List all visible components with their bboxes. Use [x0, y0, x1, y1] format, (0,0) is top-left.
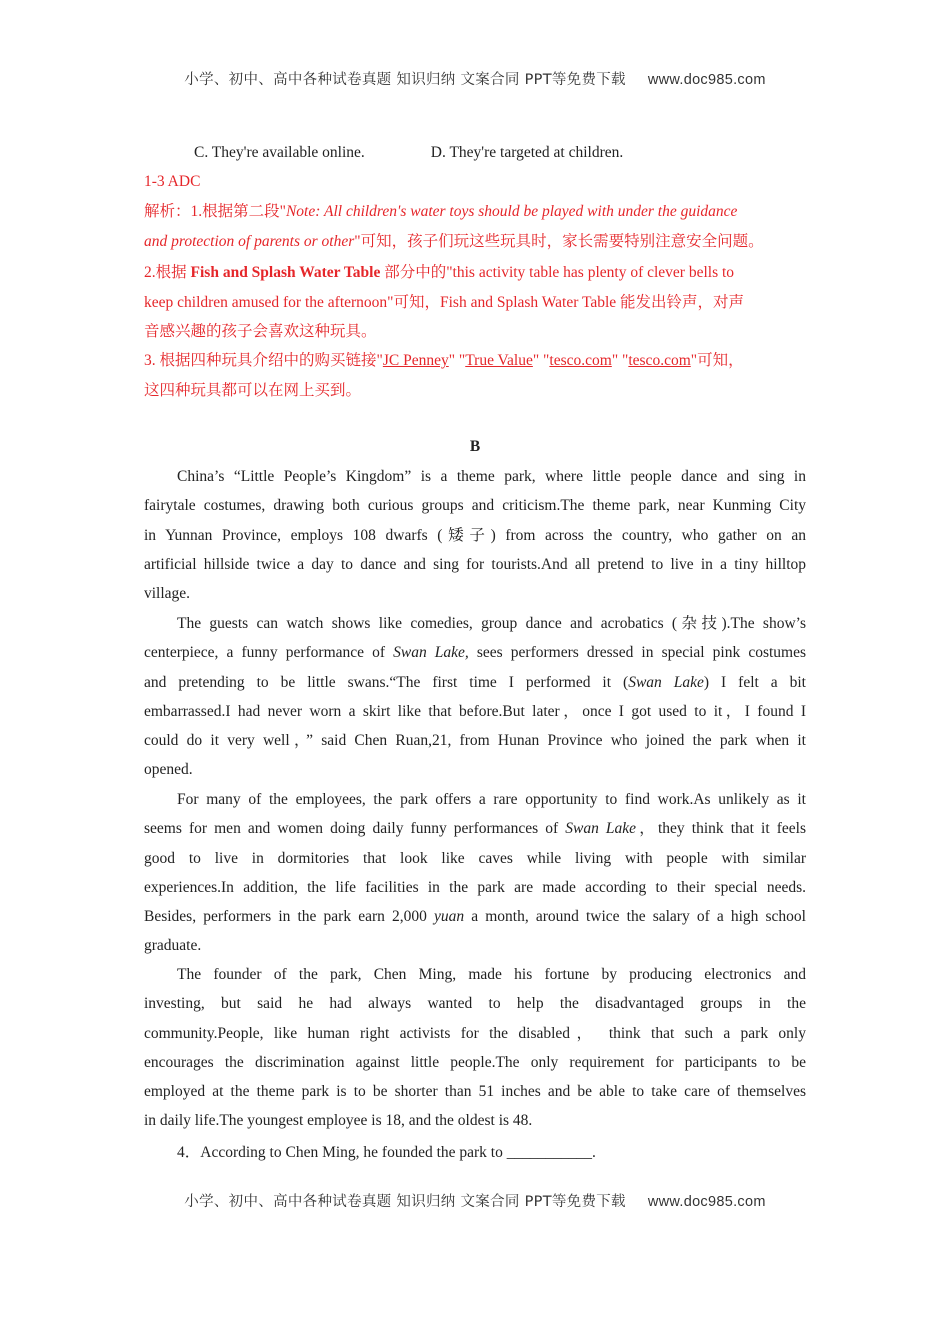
- analysis-line-4: keep children amused for the afternoon"可知，Fish and Splash Water Table 能发出铃声，对声: [144, 294, 745, 311]
- paragraph-line: embarrassed.I had never worn a skirt like that before.But later，once I got used to it，I found I: [144, 702, 806, 720]
- paragraph-line: community.People, like human right activists for the disabled， think that such a park only: [144, 1024, 806, 1042]
- paragraph-line: seems for men and women doing daily funny performances of Swan Lake，they think that it feels: [144, 820, 806, 838]
- analysis-line-7: 这四种玩具都可以在网上买到。: [144, 382, 362, 399]
- analysis-text: 部分中的"this activity table has plenty of clever bells to: [380, 264, 735, 281]
- paragraph-line: For many of the employees, the park offers a rare opportunity to find work.As unlikely as it: [177, 791, 806, 808]
- page-header: [0, 68, 950, 89]
- analysis-line-1: [144, 202, 737, 222]
- answer-key: 1-3 ADC: [144, 173, 201, 190]
- link-jc-penney[interactable]: JC Penney: [382, 352, 449, 369]
- analysis-quote: Note: All children's water toys should be played with under the guidance: [285, 203, 738, 220]
- paragraph-line: artificial hillside twice a day to dance and sing for tourists.And all pretend to live in a tiny hilltop: [144, 555, 806, 573]
- analysis-line-6: 3. 根据四种玩具介绍中的购买链接"JC Penney" "True Value" "tesco.com" "tesco.com"可知，: [144, 352, 744, 369]
- link-tesco-1[interactable]: tesco.com: [549, 352, 612, 369]
- paragraph-line: The guests can watch shows like comedies, group dance and acrobatics (杂技).The show’s: [177, 615, 806, 632]
- paragraph-line: investing, but said he had always wanted to help the disadvantaged groups in the: [144, 995, 806, 1013]
- paragraph-line: could do it very well，” said Chen Ruan,21, from Hunan Province who joined the park when it: [144, 732, 806, 750]
- header-url[interactable]: www.doc985.com: [647, 72, 766, 88]
- section-title: B: [469, 438, 481, 455]
- analysis-quote: and protection of parents or other: [144, 233, 355, 250]
- paragraph-line: village.: [144, 585, 191, 603]
- analysis-text: 2.根据: [144, 264, 191, 281]
- analysis-line-2: [144, 232, 764, 252]
- footer-url[interactable]: www.doc985.com: [647, 1194, 766, 1210]
- paragraph-line: fairytale costumes, drawing both curious groups and criticism.The theme park, near Kunming City: [144, 497, 806, 515]
- paragraph-line: experiences.In addition, the life facilities in the park are made according to their special needs.: [144, 878, 806, 896]
- option-d: D. They're targeted at children.: [430, 144, 624, 161]
- paragraph-line: The founder of the park, Chen Ming, made his fortune by producing electronics and: [177, 966, 806, 983]
- paragraph-4: [144, 960, 806, 1136]
- link-tesco-2[interactable]: tesco.com: [628, 352, 691, 369]
- header-text: 小学、初中、高中各种试卷真题 知识归纳 文案合同 PPT等免费下载: [184, 72, 626, 88]
- paragraph-2: [144, 609, 806, 785]
- analysis-line-5: 音感兴趣的孩子会喜欢这种玩具。: [144, 323, 377, 340]
- paragraph-line: good to live in dormitories that look like caves while living with people with similar: [144, 849, 806, 867]
- paragraph-line: China’s “Little People’s Kingdom” is a theme park, where little people dance and sing in: [177, 468, 806, 485]
- paragraph-line: encourages the discrimination against little people.The only requirement for participants to be: [144, 1053, 806, 1071]
- paragraph-line: opened.: [144, 761, 193, 779]
- paragraph-line: centerpiece, a funny performance of Swan Lake, sees performers dressed in special pink costumes: [144, 644, 807, 662]
- paragraph-1: [144, 462, 806, 608]
- analysis-text: "可知，: [690, 352, 744, 369]
- paragraph-line: Besides, performers in the park earn 2,000 yuan a month, around twice the salary of a high school: [144, 908, 806, 926]
- question-4: 4．According to Chen Ming, he founded the park to ___________.: [177, 1144, 596, 1161]
- analysis-bold: Fish and Splash Water Table: [190, 264, 381, 281]
- paragraph-line: and pretending to be little swans.“The first time I performed it (Swan Lake) I felt a bit: [144, 673, 806, 691]
- analysis-line-3: [144, 263, 734, 283]
- option-c: C. They're available online.: [194, 144, 365, 161]
- page-footer: [0, 1190, 950, 1211]
- answer-options: [194, 143, 623, 163]
- footer-text: 小学、初中、高中各种试卷真题 知识归纳 文案合同 PPT等免费下载: [184, 1194, 626, 1210]
- paragraph-3: [144, 785, 806, 961]
- paragraph-line: graduate.: [144, 937, 202, 955]
- analysis-text: "可知，孩子们玩这些玩具时，家长需要特别注意安全问题。: [354, 233, 764, 250]
- link-true-value[interactable]: True Value: [465, 352, 533, 369]
- analysis-text: 3. 根据四种玩具介绍中的购买链接": [144, 352, 383, 369]
- paragraph-line: employed at the theme park is to be shorter than 51 inches and be able to take care of themselves: [144, 1083, 806, 1101]
- analysis-text: 解析：1.根据第二段": [144, 203, 286, 220]
- paragraph-line: in Yunnan Province, employs 108 dwarfs (矮子) from across the country, who gather on an: [144, 526, 806, 544]
- paragraph-line: in daily life.The youngest employee is 18, and the oldest is 48.: [144, 1112, 533, 1130]
